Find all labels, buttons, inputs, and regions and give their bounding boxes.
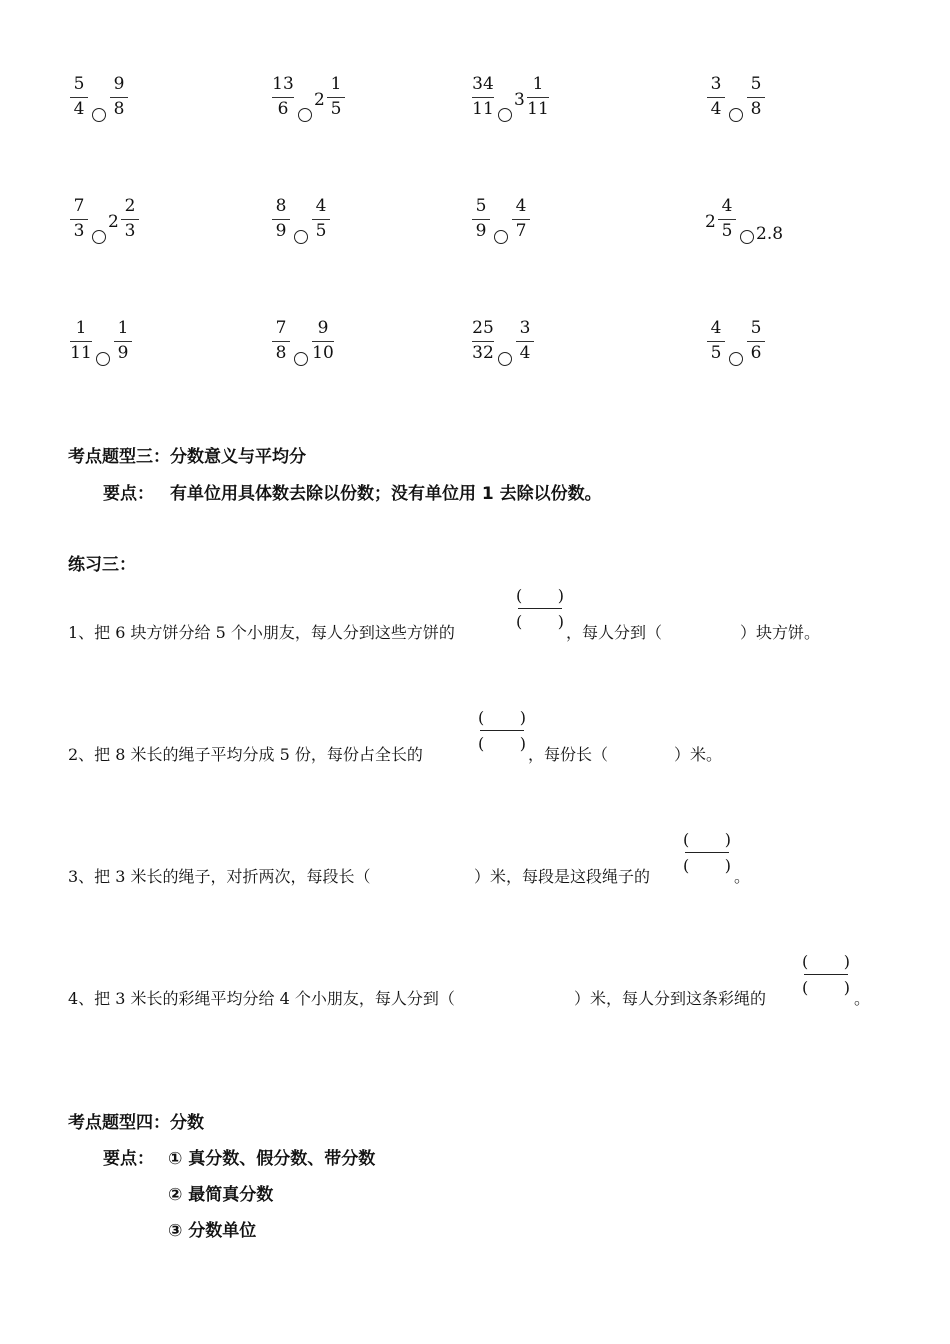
q2-text-c: ）米。 (674, 745, 723, 764)
right-fraction-bar (110, 97, 128, 98)
right-denominator: 5 (315, 221, 327, 241)
right-denominator: 9 (117, 343, 129, 363)
right-numerator: 5 (750, 74, 762, 94)
compare-circle[interactable] (294, 352, 308, 366)
compare-circle[interactable] (92, 230, 106, 244)
left-fraction-bar (707, 341, 725, 342)
q3-text-a: 3、把 3 米长的绳子，对折两次，每段长（ (68, 867, 371, 886)
right-fraction-bar (747, 97, 765, 98)
right-fraction-bar (747, 341, 765, 342)
right-numerator: 9 (317, 318, 329, 338)
comparison-item (68, 76, 248, 136)
right-denominator: 8 (750, 99, 762, 119)
left-numerator: 4 (721, 196, 733, 216)
q2-fraction-blank[interactable]: ( ) ( ) (478, 708, 526, 753)
compare-circle[interactable] (498, 352, 512, 366)
right-denominator: 4 (519, 343, 531, 363)
comparison-item (705, 320, 885, 380)
left-numerator: 5 (73, 74, 85, 94)
right-fraction-bar (312, 341, 334, 342)
right-fraction-bar (512, 219, 530, 220)
right-denominator: 6 (750, 343, 762, 363)
left-fraction-bar (472, 219, 490, 220)
left-fraction-bar (707, 97, 725, 98)
section4-key-label: 要点： (103, 1149, 154, 1169)
q4-text-c: 。 (854, 989, 871, 1008)
left-denominator: 3 (73, 221, 85, 241)
q4-text-b: ）米，每人分到这条彩绳的 (574, 989, 767, 1008)
right-numerator: 4 (515, 196, 527, 216)
section3-key-label: 要点： (103, 484, 154, 504)
right-fraction-bar (121, 219, 139, 220)
q1-text-c: ）块方饼。 (740, 623, 821, 642)
right-numerator: 3 (519, 318, 531, 338)
right-decimal: 2.8 (756, 224, 784, 244)
left-denominator: 11 (472, 99, 494, 119)
left-fraction-bar (718, 219, 736, 220)
left-denominator: 4 (73, 99, 85, 119)
compare-circle[interactable] (96, 352, 110, 366)
section4-point-1: ① 真分数、假分数、带分数 (168, 1149, 376, 1169)
left-fraction-bar (70, 97, 88, 98)
left-fraction-bar (272, 219, 290, 220)
right-denominator: 8 (113, 99, 125, 119)
left-numerator: 25 (472, 318, 494, 338)
q3-text-c: 。 (734, 867, 751, 886)
left-denominator: 5 (721, 221, 733, 241)
left-denominator: 4 (710, 99, 722, 119)
compare-circle[interactable] (498, 108, 512, 122)
left-numerator: 13 (272, 74, 294, 94)
left-numerator: 4 (710, 318, 722, 338)
section4-point-2: ② 最简真分数 (168, 1185, 274, 1205)
right-fraction-bar (312, 219, 330, 220)
left-fraction-bar (70, 219, 88, 220)
left-numerator: 1 (75, 318, 87, 338)
left-numerator: 7 (275, 318, 287, 338)
right-denominator: 10 (312, 343, 334, 363)
right-numerator: 5 (750, 318, 762, 338)
section4-title: 考点题型四：分数 (68, 1113, 204, 1133)
left-fraction-bar (472, 97, 494, 98)
right-numerator: 9 (113, 74, 125, 94)
compare-circle[interactable] (494, 230, 508, 244)
left-whole: 2 (705, 212, 716, 232)
left-numerator: 7 (73, 196, 85, 216)
section3-title: 考点题型三：分数意义与平均分 (68, 447, 306, 467)
q3-text-b: ）米，每段是这段绳子的 (474, 867, 651, 886)
left-fraction-bar (70, 341, 92, 342)
left-numerator: 8 (275, 196, 287, 216)
q2-text-b: ，每份长（ (528, 745, 609, 764)
right-whole: 2 (108, 212, 119, 232)
right-fraction-bar (527, 97, 549, 98)
right-whole: 2 (314, 90, 325, 110)
right-fraction-bar (114, 341, 132, 342)
right-denominator: 3 (124, 221, 136, 241)
compare-circle[interactable] (729, 108, 743, 122)
compare-circle[interactable] (294, 230, 308, 244)
left-numerator: 5 (475, 196, 487, 216)
compare-circle[interactable] (740, 230, 754, 244)
comparison-item (705, 76, 885, 136)
left-denominator: 6 (277, 99, 289, 119)
q1-text-a: 1、把 6 块方饼分给 5 个小朋友，每人分到这些方饼的 (68, 623, 455, 642)
left-fraction-bar (272, 341, 290, 342)
right-denominator: 7 (515, 221, 527, 241)
right-whole: 3 (514, 90, 525, 110)
comparison-item (705, 198, 885, 258)
right-fraction-bar (327, 97, 345, 98)
q4-fraction-blank[interactable]: ( ) ( ) (802, 952, 850, 997)
comparison-item (270, 198, 450, 258)
comparison-item (470, 198, 650, 258)
right-numerator: 2 (124, 196, 136, 216)
compare-circle[interactable] (92, 108, 106, 122)
section3-key-text: 有单位用具体数去除以份数；没有单位用 1 去除以份数。 (170, 484, 602, 504)
left-denominator: 11 (70, 343, 92, 363)
left-denominator: 32 (472, 343, 494, 363)
right-numerator: 4 (315, 196, 327, 216)
compare-circle[interactable] (729, 352, 743, 366)
compare-circle[interactable] (298, 108, 312, 122)
q4-text-a: 4、把 3 米长的彩绳平均分给 4 个小朋友，每人分到（ (68, 989, 455, 1008)
q2-text-a: 2、把 8 米长的绳子平均分成 5 份，每份占全长的 (68, 745, 423, 764)
right-numerator: 1 (117, 318, 129, 338)
left-denominator: 5 (710, 343, 722, 363)
comparison-item (470, 76, 650, 136)
left-fraction-bar (472, 341, 494, 342)
q1-fraction-blank[interactable]: ( ) ( ) (516, 586, 564, 631)
right-fraction-bar (516, 341, 534, 342)
comparison-item (68, 198, 248, 258)
left-numerator: 34 (472, 74, 494, 94)
left-numerator: 3 (710, 74, 722, 94)
exercise3-title: 练习三： (68, 555, 136, 575)
right-numerator: 1 (330, 74, 342, 94)
q3-fraction-blank[interactable]: ( ) ( ) (683, 830, 731, 875)
right-denominator: 5 (330, 99, 342, 119)
left-denominator: 8 (275, 343, 287, 363)
right-numerator: 1 (532, 74, 544, 94)
section4-point-3: ③ 分数单位 (168, 1221, 257, 1241)
q1-text-b: ，每人分到（ (566, 623, 663, 642)
comparison-item (470, 320, 650, 380)
left-denominator: 9 (275, 221, 287, 241)
comparison-item (68, 320, 248, 380)
comparison-item (270, 76, 450, 136)
left-fraction-bar (272, 97, 294, 98)
comparison-item (270, 320, 450, 380)
left-denominator: 9 (475, 221, 487, 241)
right-denominator: 11 (527, 99, 549, 119)
